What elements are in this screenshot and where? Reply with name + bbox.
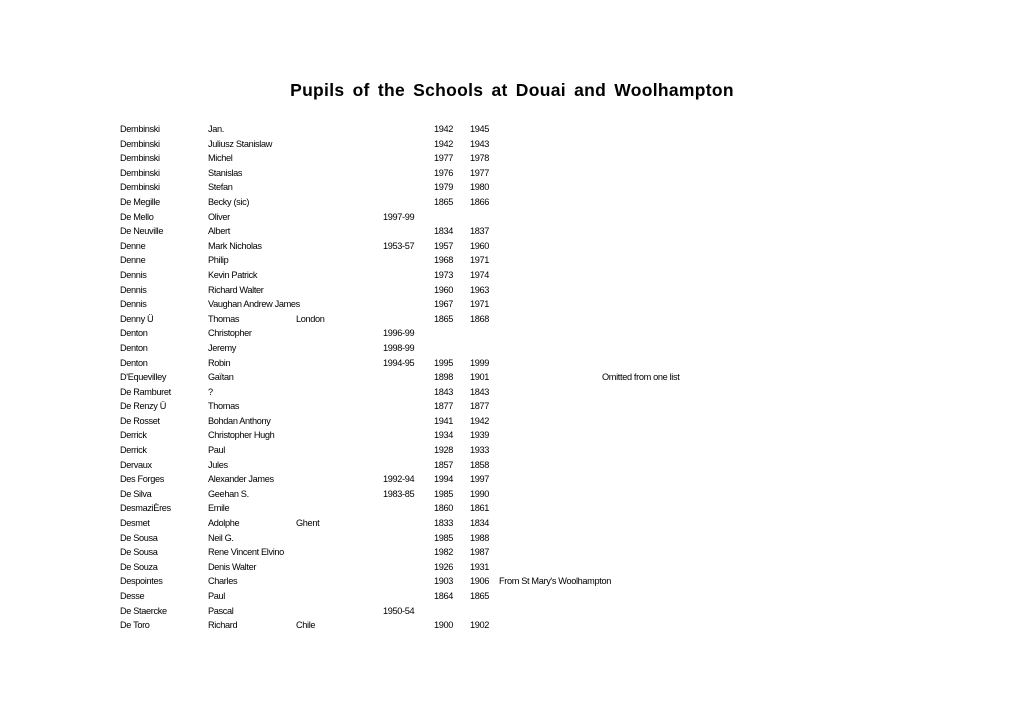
- forename-cell: Rene Vincent Elvino: [208, 547, 284, 558]
- forename-cell: Robin: [208, 357, 231, 368]
- entry-year-cell: 1994: [434, 474, 454, 485]
- pupil-row: [0, 326, 1024, 341]
- pupil-row: [0, 428, 1024, 443]
- pupil-row: [0, 356, 1024, 371]
- forename-cell: Vaughan Andrew James: [208, 299, 300, 310]
- forename-cell: Albert: [208, 226, 230, 237]
- pupil-row: [0, 297, 1024, 312]
- leave-year-cell: 1939: [470, 430, 490, 441]
- leave-year-cell: 1861: [470, 503, 490, 514]
- pupil-row: [0, 370, 1024, 385]
- surname-cell: Dembinski: [120, 182, 160, 193]
- forename-cell: Paul: [208, 591, 225, 601]
- surname-cell: Dennis: [120, 269, 147, 280]
- pupil-row: [0, 545, 1024, 560]
- prep-years-cell: 1998-99: [383, 342, 415, 353]
- entry-year-cell: 1857: [434, 459, 454, 470]
- forename-cell: Thomas: [208, 313, 240, 324]
- surname-cell: De Sousa: [120, 547, 158, 558]
- entry-year-cell: 1834: [434, 226, 454, 237]
- surname-cell: De Renzy Ü: [120, 401, 167, 412]
- pupil-row: [0, 385, 1024, 400]
- prep-years-cell: 1992-94: [383, 474, 415, 485]
- surname-cell: Desmet: [120, 518, 150, 529]
- entry-year-cell: 1926: [434, 561, 454, 572]
- surname-cell: Denton: [120, 328, 148, 339]
- entry-year-cell: 1985: [434, 488, 454, 499]
- leave-year-cell: 1901: [470, 372, 490, 383]
- pupil-row: [0, 224, 1024, 239]
- entry-year-cell: 1942: [434, 138, 454, 149]
- pupil-row: [0, 239, 1024, 254]
- entry-year-cell: 1865: [434, 313, 454, 324]
- leave-year-cell: 1971: [470, 255, 490, 266]
- forename-cell: Kevin Patrick: [208, 269, 258, 280]
- leave-year-cell: 1868: [470, 313, 490, 324]
- forename-cell: Alexander James: [208, 474, 274, 485]
- entry-year-cell: 1957: [434, 240, 454, 251]
- entry-year-cell: 1843: [434, 386, 454, 397]
- leave-year-cell: 1977: [470, 167, 490, 178]
- leave-year-cell: 1999: [470, 357, 490, 368]
- surname-cell: DesmaziÈres: [120, 503, 171, 514]
- surname-cell: De Neuville: [120, 226, 164, 237]
- pupil-row: [0, 472, 1024, 487]
- leave-year-cell: 1978: [470, 153, 490, 164]
- leave-year-cell: 1943: [470, 138, 490, 149]
- forename-cell: ?: [208, 386, 213, 397]
- forename-cell: Charles: [208, 576, 238, 587]
- forename-cell: Becky (sic): [208, 196, 250, 207]
- pupil-row: [0, 195, 1024, 210]
- forename-cell: Philip: [208, 255, 229, 266]
- pupil-row: [0, 414, 1024, 429]
- surname-cell: Desse: [120, 591, 145, 601]
- pupil-row: [0, 341, 1024, 356]
- surname-cell: De Staercke: [120, 605, 167, 616]
- entry-year-cell: 1979: [434, 182, 454, 193]
- surname-cell: D'Equevilley: [120, 372, 167, 383]
- prep-years-cell: 1953-57: [383, 240, 415, 251]
- entry-year-cell: 1928: [434, 445, 454, 456]
- entry-year-cell: 1960: [434, 284, 454, 295]
- surname-cell: De Ramburet: [120, 386, 171, 397]
- leave-year-cell: 1843: [470, 386, 490, 397]
- entry-year-cell: 1941: [434, 415, 454, 426]
- pupil-row: [0, 283, 1024, 298]
- forename-cell: Richard Walter: [208, 284, 264, 295]
- entry-year-cell: 1934: [434, 430, 454, 441]
- surname-cell: Des Forges: [120, 474, 164, 485]
- entry-year-cell: 1973: [434, 269, 454, 280]
- leave-year-cell: 1834: [470, 518, 490, 529]
- leave-year-cell: 1963: [470, 284, 490, 295]
- prep-years-cell: 1983-85: [383, 488, 415, 499]
- leave-year-cell: 1837: [470, 226, 490, 237]
- pupil-row: [0, 180, 1024, 195]
- leave-year-cell: 1980: [470, 182, 490, 193]
- surname-cell: De Mello: [120, 211, 154, 222]
- surname-cell: Dembinski: [120, 167, 160, 178]
- forename-cell: Paul: [208, 445, 225, 456]
- surname-cell: Denton: [120, 357, 148, 368]
- prep-years-cell: 1950-54: [383, 605, 415, 616]
- page-title: Pupils of the Schools at Douai and Woolhampton: [290, 80, 734, 100]
- leave-year-cell: 1971: [470, 299, 490, 310]
- surname-cell: Dennis: [120, 284, 147, 295]
- entry-year-cell: 1982: [434, 547, 454, 558]
- entry-year-cell: 1985: [434, 532, 454, 543]
- entry-year-cell: 1833: [434, 518, 454, 529]
- place-cell: Ghent: [296, 518, 320, 529]
- surname-cell: Derrick: [120, 445, 147, 456]
- surname-cell: De Rosset: [120, 415, 160, 426]
- surname-cell: De Sousa: [120, 532, 158, 543]
- forename-cell: Jeremy: [208, 342, 237, 353]
- prep-years-cell: 1994-95: [383, 357, 415, 368]
- leave-year-cell: 1866: [470, 196, 490, 207]
- note-cell: From St Mary's Woolhampton: [499, 576, 611, 587]
- pupil-row: [0, 268, 1024, 283]
- pupil-row: [0, 151, 1024, 166]
- place-cell: Chile: [296, 620, 316, 631]
- pupil-row: [0, 516, 1024, 531]
- pupil-row: [0, 443, 1024, 458]
- forename-cell: Adolphe: [208, 518, 240, 529]
- surname-cell: Dembinski: [120, 124, 160, 134]
- forename-cell: Jules: [208, 459, 228, 470]
- surname-cell: De Megille: [120, 196, 160, 207]
- forename-cell: Geehan S.: [208, 488, 249, 499]
- forename-cell: Emile: [208, 503, 230, 514]
- leave-year-cell: 1858: [470, 459, 490, 470]
- forename-cell: Stefan: [208, 182, 233, 193]
- surname-cell: Denny Ü: [120, 313, 154, 324]
- pupil-row: [0, 122, 1024, 137]
- entry-year-cell: 1903: [434, 576, 454, 587]
- prep-years-cell: 1996-99: [383, 328, 415, 339]
- entry-year-cell: 1864: [434, 591, 454, 601]
- forename-cell: Richard: [208, 620, 238, 631]
- surname-cell: Dervaux: [120, 459, 152, 470]
- surname-cell: Denne: [120, 240, 146, 251]
- surname-cell: De Souza: [120, 561, 158, 572]
- surname-cell: Denne: [120, 255, 146, 266]
- pupil-row: [0, 399, 1024, 414]
- surname-cell: Denton: [120, 342, 148, 353]
- forename-cell: Bohdan Anthony: [208, 415, 271, 426]
- pupil-row: [0, 531, 1024, 546]
- leave-year-cell: 1877: [470, 401, 490, 412]
- entry-year-cell: 1942: [434, 124, 454, 134]
- forename-cell: Mark Nicholas: [208, 240, 262, 251]
- pupil-row: [0, 574, 1024, 589]
- leave-year-cell: 1942: [470, 415, 490, 426]
- entry-year-cell: 1968: [434, 255, 454, 266]
- leave-year-cell: 1902: [470, 620, 490, 631]
- leave-year-cell: 1988: [470, 532, 490, 543]
- forename-cell: Gaïtan: [208, 372, 234, 383]
- forename-cell: Pascal: [208, 605, 234, 616]
- leave-year-cell: 1987: [470, 547, 490, 558]
- forename-cell: Stanislas: [208, 167, 243, 178]
- leave-year-cell: 1960: [470, 240, 490, 251]
- surname-cell: Despointes: [120, 576, 163, 587]
- pupil-row: [0, 210, 1024, 225]
- pupil-row: [0, 604, 1024, 619]
- surname-cell: De Silva: [120, 488, 152, 499]
- entry-year-cell: 1967: [434, 299, 454, 310]
- pupil-row: [0, 458, 1024, 473]
- forename-cell: Denis Walter: [208, 561, 257, 572]
- forename-cell: Christopher Hugh: [208, 430, 275, 441]
- forename-cell: Thomas: [208, 401, 240, 412]
- pupil-row: [0, 487, 1024, 502]
- forename-cell: Jan.: [208, 124, 224, 134]
- leave-year-cell: 1997: [470, 474, 490, 485]
- surname-cell: De Toro: [120, 620, 150, 631]
- entry-year-cell: 1865: [434, 196, 454, 207]
- pupil-row: [0, 166, 1024, 181]
- leave-year-cell: 1906: [470, 576, 490, 587]
- pupil-row: [0, 560, 1024, 575]
- forename-cell: Juliusz Stanislaw: [208, 138, 273, 149]
- pupil-row: [0, 589, 1024, 604]
- entry-year-cell: 1900: [434, 620, 454, 631]
- remark-cell: Omitted from one list: [602, 372, 680, 383]
- forename-cell: Michel: [208, 153, 233, 164]
- leave-year-cell: 1865: [470, 591, 490, 601]
- pupil-row: [0, 618, 1024, 633]
- leave-year-cell: 1990: [470, 488, 490, 499]
- pupil-list: [0, 122, 1024, 633]
- entry-year-cell: 1877: [434, 401, 454, 412]
- leave-year-cell: 1933: [470, 445, 490, 456]
- pupil-row: [0, 501, 1024, 516]
- entry-year-cell: 1898: [434, 372, 454, 383]
- surname-cell: Dennis: [120, 299, 147, 310]
- forename-cell: Neil G.: [208, 532, 234, 543]
- place-cell: London: [296, 313, 325, 324]
- pupil-row: [0, 253, 1024, 268]
- entry-year-cell: 1976: [434, 167, 454, 178]
- forename-cell: Christopher: [208, 328, 252, 339]
- leave-year-cell: 1931: [470, 561, 490, 572]
- prep-years-cell: 1997-99: [383, 211, 415, 222]
- entry-year-cell: 1995: [434, 357, 454, 368]
- surname-cell: Dembinski: [120, 153, 160, 164]
- surname-cell: Dembinski: [120, 138, 160, 149]
- pupil-row: [0, 312, 1024, 327]
- surname-cell: Derrick: [120, 430, 147, 441]
- pupil-row: [0, 137, 1024, 152]
- entry-year-cell: 1860: [434, 503, 454, 514]
- leave-year-cell: 1974: [470, 269, 490, 280]
- forename-cell: Oliver: [208, 211, 230, 222]
- leave-year-cell: 1945: [470, 124, 490, 134]
- entry-year-cell: 1977: [434, 153, 454, 164]
